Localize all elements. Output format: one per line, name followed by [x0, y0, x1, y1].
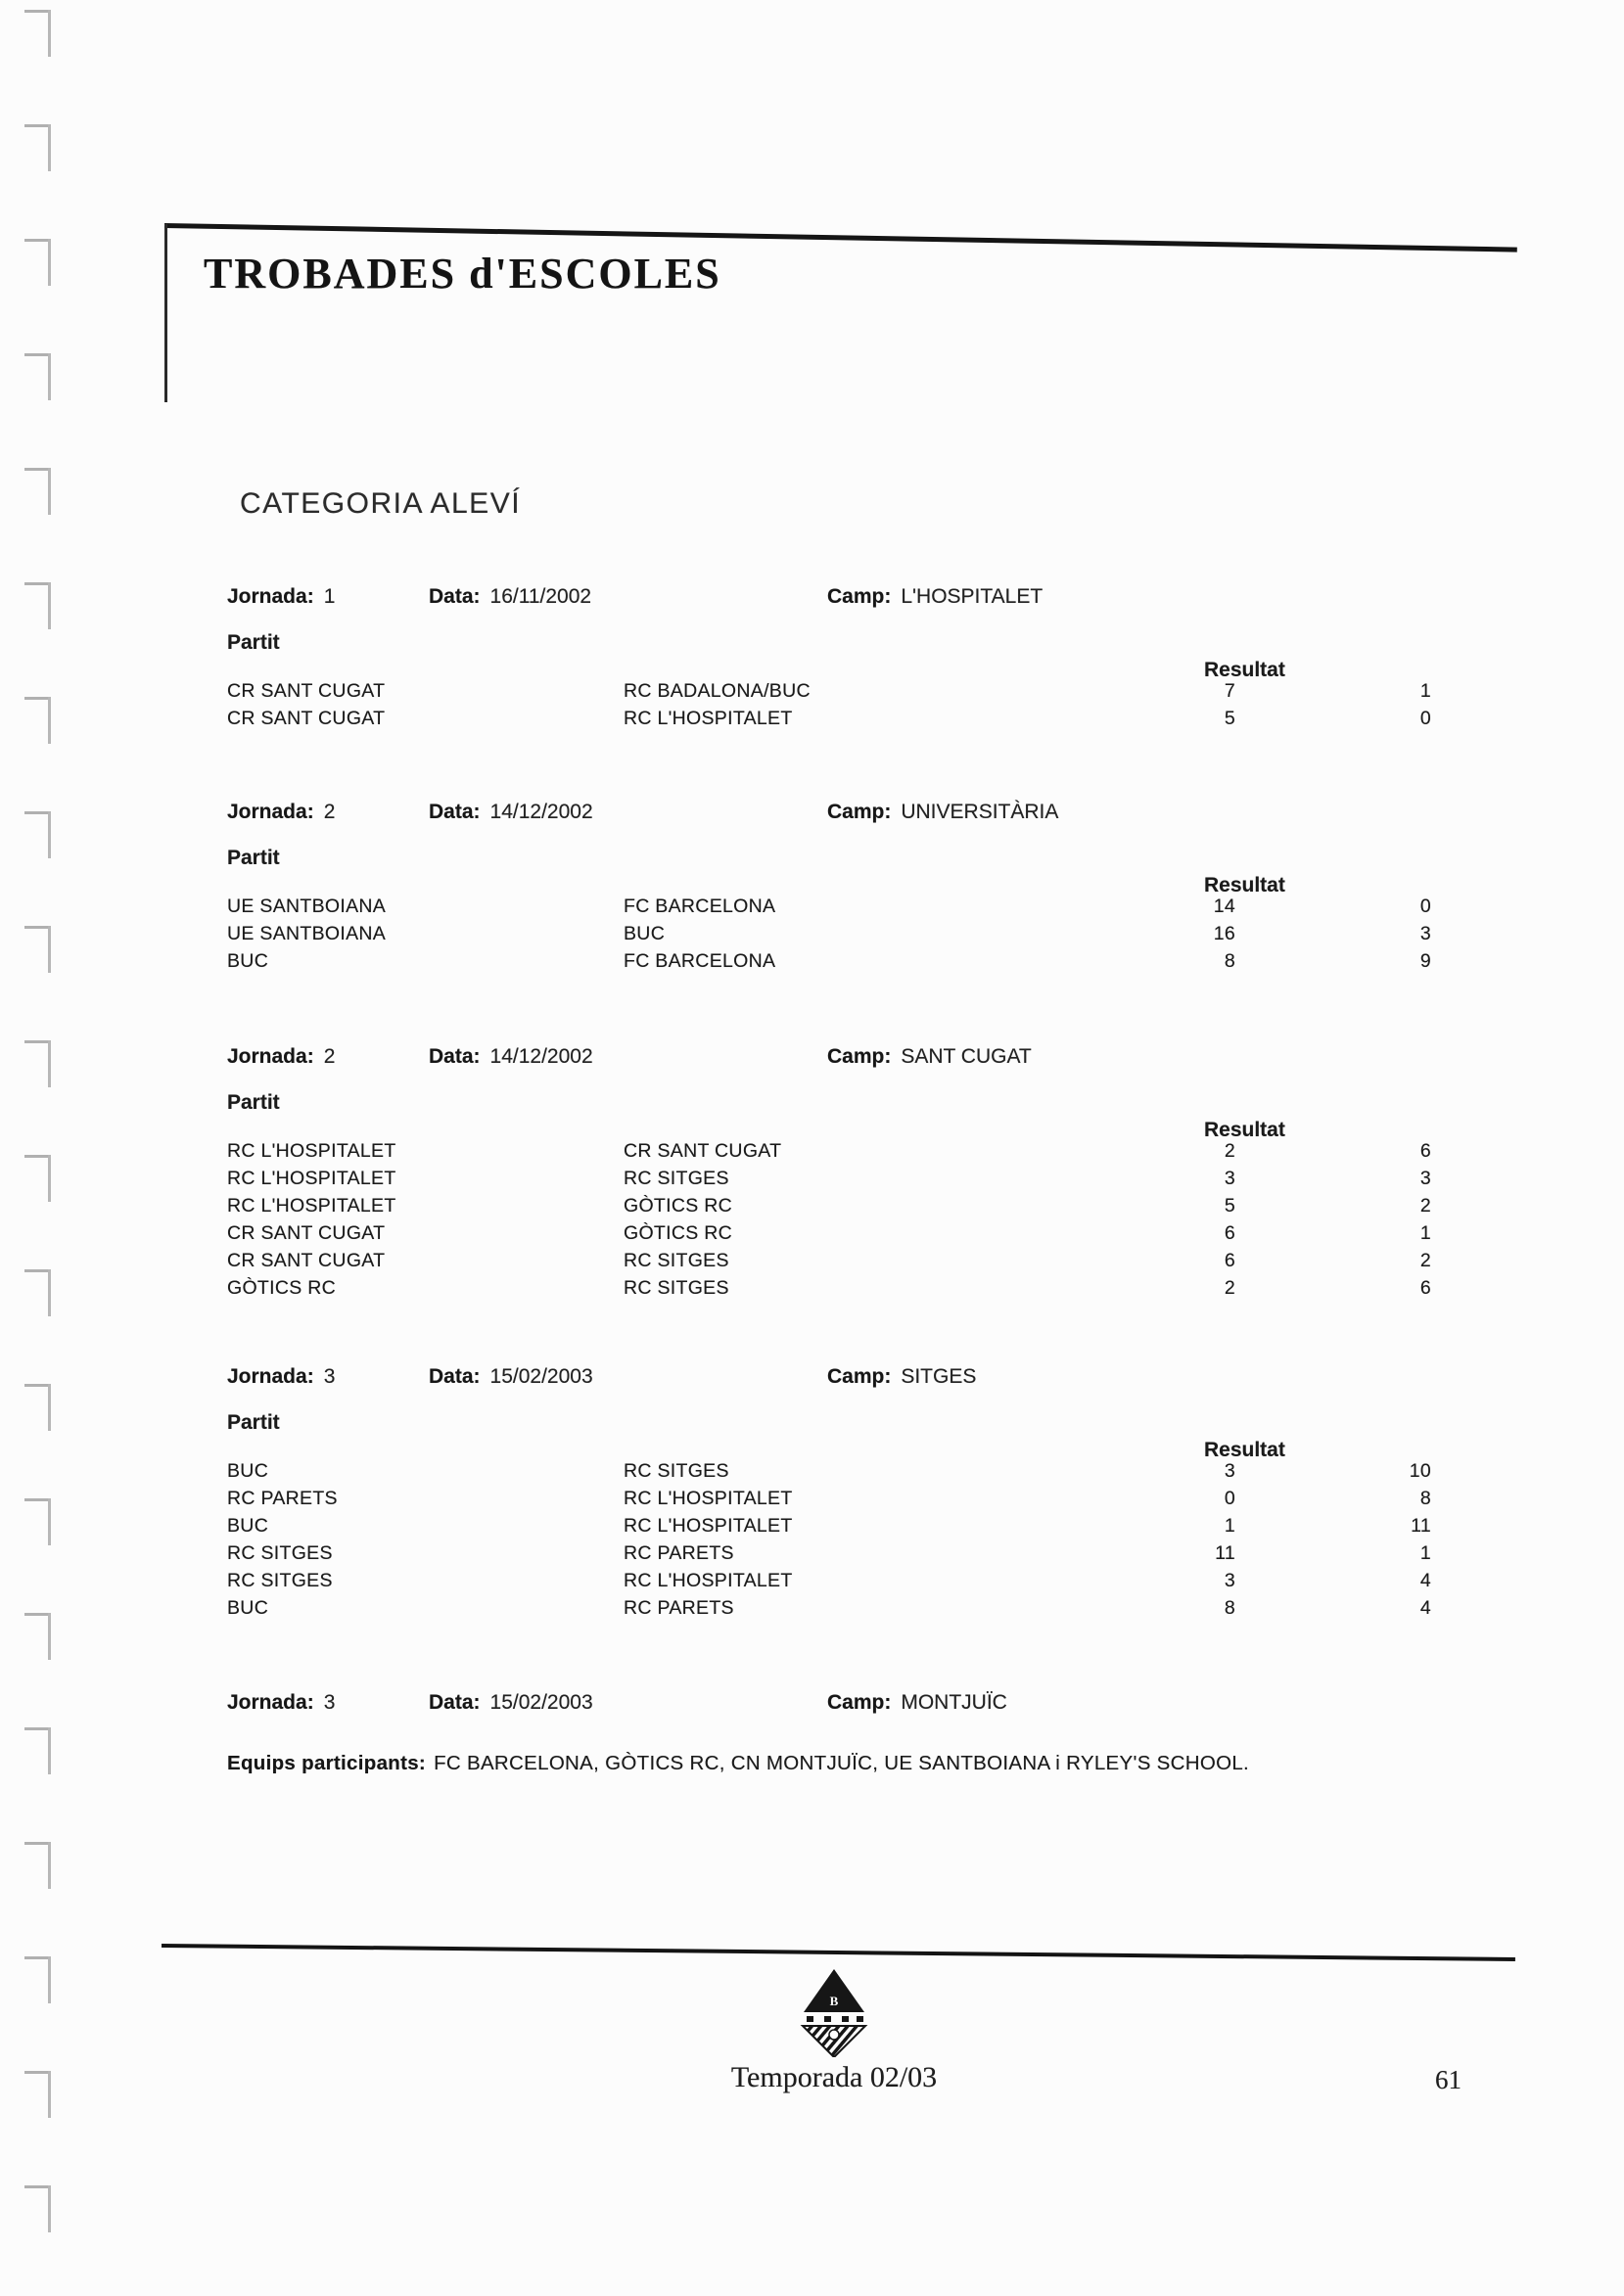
- match-row: [227, 1140, 1431, 1168]
- binding-mark: [24, 2071, 54, 2122]
- date-label: Data:: [429, 1365, 481, 1388]
- match-row: [227, 1195, 1431, 1222]
- match-row: [227, 923, 1431, 950]
- away-score: 2: [1419, 1250, 1431, 1271]
- home-team: GÒTICS RC: [227, 1277, 337, 1299]
- camp-field: [827, 1365, 976, 1389]
- date-field: [429, 801, 593, 824]
- away-team: GÒTICS RC: [624, 1222, 733, 1244]
- date-value: 14/12/2002: [489, 801, 593, 823]
- home-team: UE SANTBOIANA: [227, 923, 387, 944]
- resultat-header: Resultat: [1204, 874, 1285, 896]
- jornada-label: Jornada:: [227, 1365, 314, 1388]
- season-label: Temporada 02/03: [730, 2061, 938, 2093]
- match-row: [227, 1488, 1431, 1515]
- jornada-label: Jornada:: [227, 1045, 314, 1068]
- away-score: 3: [1419, 923, 1431, 944]
- date-label: Data:: [429, 801, 481, 823]
- home-score: 14: [1213, 895, 1235, 917]
- away-score: 1: [1419, 680, 1431, 702]
- camp-label: Camp:: [827, 1045, 892, 1068]
- home-score: 2: [1224, 1140, 1235, 1162]
- home-score: 8: [1224, 950, 1235, 972]
- home-team: BUC: [227, 950, 269, 972]
- home-team: BUC: [227, 1597, 269, 1619]
- partit-header: Partit: [227, 631, 280, 654]
- home-team: UE SANTBOIANA: [227, 895, 387, 917]
- binding-mark: [24, 124, 54, 175]
- federation-crest-icon: [795, 1969, 873, 2057]
- away-score: 4: [1419, 1597, 1431, 1619]
- home-score: 6: [1224, 1250, 1235, 1271]
- binding-mark: [24, 1498, 54, 1549]
- camp-field: [827, 1045, 1032, 1069]
- resultat-header: Resultat: [1204, 1119, 1285, 1141]
- binding-mark: [24, 697, 54, 748]
- home-team: RC SITGES: [227, 1570, 333, 1591]
- match-row: [227, 708, 1431, 735]
- jornada-value: 3: [323, 1691, 336, 1714]
- partit-header: Partit: [227, 1411, 280, 1434]
- away-score: 6: [1419, 1140, 1431, 1162]
- away-score: 10: [1409, 1460, 1431, 1482]
- home-score: 2: [1224, 1277, 1235, 1299]
- away-team: FC BARCELONA: [624, 950, 776, 972]
- match-row: [227, 1460, 1431, 1488]
- category-heading: CATEGORIA ALEVÍ: [240, 487, 522, 520]
- jornada-value: 1: [323, 585, 336, 608]
- away-team: RC SITGES: [624, 1277, 729, 1299]
- svg-text:B: B: [829, 1994, 839, 2008]
- matches-list: [227, 1460, 1431, 1625]
- home-team: BUC: [227, 1515, 269, 1537]
- away-score: 11: [1411, 1515, 1431, 1537]
- home-score: 0: [1224, 1488, 1235, 1509]
- away-score: 2: [1419, 1195, 1431, 1217]
- footer-rule: [162, 1944, 1515, 1961]
- home-team: RC PARETS: [227, 1488, 338, 1509]
- home-team: BUC: [227, 1460, 269, 1482]
- away-score: 1: [1419, 1542, 1431, 1564]
- home-team: RC SITGES: [227, 1542, 333, 1564]
- match-row: [227, 1570, 1431, 1597]
- camp-value: SANT CUGAT: [901, 1045, 1032, 1068]
- camp-value: MONTJUÏC: [901, 1691, 1007, 1714]
- home-team: CR SANT CUGAT: [227, 1250, 386, 1271]
- participants-note: [227, 1752, 1505, 1775]
- away-team: CR SANT CUGAT: [624, 1140, 782, 1162]
- date-value: 15/02/2003: [489, 1691, 593, 1714]
- binding-mark: [24, 239, 54, 290]
- jornada-field: [227, 801, 335, 824]
- page-title: TROBADES d'ESCOLES: [204, 250, 721, 298]
- away-score: 6: [1419, 1277, 1431, 1299]
- home-score: 1: [1224, 1515, 1235, 1537]
- home-team: RC L'HOSPITALET: [227, 1195, 396, 1217]
- binding-mark: [24, 10, 54, 61]
- partit-header: Partit: [227, 1091, 280, 1114]
- binding-mark: [24, 1155, 54, 1206]
- home-team: CR SANT CUGAT: [227, 1222, 386, 1244]
- jornada-value: 2: [323, 1045, 336, 1068]
- home-score: 16: [1213, 923, 1235, 944]
- jornada-label: Jornada:: [227, 585, 314, 608]
- jornada-field: [227, 1691, 335, 1715]
- partit-header: Partit: [227, 847, 280, 869]
- date-value: 14/12/2002: [489, 1045, 593, 1068]
- home-team: CR SANT CUGAT: [227, 708, 386, 729]
- jornada-field: [227, 1365, 335, 1389]
- away-team: RC SITGES: [624, 1460, 729, 1482]
- jornada-label: Jornada:: [227, 1691, 314, 1714]
- match-row: [227, 1168, 1431, 1195]
- away-team: RC SITGES: [624, 1168, 729, 1189]
- date-value: 15/02/2003: [489, 1365, 593, 1388]
- page-number: 61: [1435, 2065, 1462, 2094]
- matches-list: [227, 1140, 1431, 1305]
- camp-field: [827, 801, 1058, 824]
- away-team: RC PARETS: [624, 1542, 734, 1564]
- away-team: RC SITGES: [624, 1250, 729, 1271]
- home-score: 3: [1224, 1460, 1235, 1482]
- away-score: 9: [1419, 950, 1431, 972]
- binding-mark: [24, 926, 54, 977]
- jornada-value: 3: [323, 1365, 336, 1388]
- jornada-field: [227, 1045, 335, 1069]
- date-field: [429, 1045, 593, 1069]
- binding-mark: [24, 1727, 54, 1778]
- binding-mark: [24, 1613, 54, 1664]
- match-row: [227, 1277, 1431, 1305]
- camp-field: [827, 585, 1043, 609]
- away-score: 1: [1419, 1222, 1431, 1244]
- match-row: [227, 1515, 1431, 1542]
- home-score: 3: [1224, 1570, 1235, 1591]
- date-field: [429, 1365, 593, 1389]
- camp-label: Camp:: [827, 801, 892, 823]
- binding-mark: [24, 1842, 54, 1893]
- match-row: [227, 1597, 1431, 1625]
- home-score: 3: [1224, 1168, 1235, 1189]
- binding-mark: [24, 2185, 54, 2236]
- jornada-label: Jornada:: [227, 801, 314, 823]
- date-field: [429, 1691, 593, 1715]
- away-score: 0: [1419, 708, 1431, 729]
- home-score: 7: [1224, 680, 1235, 702]
- away-score: 3: [1419, 1168, 1431, 1189]
- camp-field: [827, 1691, 1007, 1715]
- binding-mark: [24, 582, 54, 633]
- match-row: [227, 950, 1431, 978]
- date-field: [429, 585, 591, 609]
- binding-mark: [24, 1269, 54, 1320]
- date-label: Data:: [429, 1045, 481, 1068]
- match-row: [227, 1250, 1431, 1277]
- away-team: RC L'HOSPITALET: [624, 708, 793, 729]
- home-score: 5: [1224, 1195, 1235, 1217]
- away-team: RC L'HOSPITALET: [624, 1515, 793, 1537]
- participants-list: FC BARCELONA, GÒTICS RC, CN MONTJUÏC, UE SANTBOIANA i RYLEY'S SCHOOL.: [434, 1752, 1250, 1774]
- camp-label: Camp:: [827, 1691, 892, 1714]
- resultat-header: Resultat: [1204, 659, 1285, 681]
- resultat-header: Resultat: [1204, 1439, 1285, 1461]
- title-box-left-rule: [164, 224, 167, 402]
- date-label: Data:: [429, 1691, 481, 1714]
- home-score: 6: [1224, 1222, 1235, 1244]
- home-team: RC L'HOSPITALET: [227, 1168, 396, 1189]
- match-row: [227, 1542, 1431, 1570]
- home-score: 5: [1224, 708, 1235, 729]
- camp-label: Camp:: [827, 585, 892, 608]
- away-team: RC BADALONA/BUC: [624, 680, 811, 702]
- away-team: RC L'HOSPITALET: [624, 1488, 793, 1509]
- home-team: CR SANT CUGAT: [227, 680, 386, 702]
- away-team: RC L'HOSPITALET: [624, 1570, 793, 1591]
- date-label: Data:: [429, 585, 481, 608]
- away-team: BUC: [624, 923, 666, 944]
- participants-label: Equips participants:: [227, 1752, 427, 1774]
- binding-mark: [24, 1040, 54, 1091]
- matches-list: [227, 680, 1431, 735]
- away-score: 0: [1419, 895, 1431, 917]
- away-score: 4: [1419, 1570, 1431, 1591]
- match-row: [227, 1222, 1431, 1250]
- camp-label: Camp:: [827, 1365, 892, 1388]
- binding-mark: [24, 811, 54, 862]
- binding-mark: [24, 1956, 54, 2007]
- match-row: [227, 895, 1431, 923]
- binding-mark: [24, 1384, 54, 1435]
- binding-mark: [24, 353, 54, 404]
- camp-value: SITGES: [901, 1365, 977, 1388]
- away-team: GÒTICS RC: [624, 1195, 733, 1217]
- home-score: 11: [1215, 1542, 1235, 1564]
- binding-mark: [24, 468, 54, 519]
- matches-list: [227, 895, 1431, 978]
- match-row: [227, 680, 1431, 708]
- away-score: 8: [1419, 1488, 1431, 1509]
- camp-value: L'HOSPITALET: [901, 585, 1044, 608]
- date-value: 16/11/2002: [489, 585, 592, 608]
- jornada-value: 2: [323, 801, 336, 823]
- camp-value: UNIVERSITÀRIA: [901, 801, 1059, 823]
- home-score: 8: [1224, 1597, 1235, 1619]
- away-team: FC BARCELONA: [624, 895, 776, 917]
- home-team: RC L'HOSPITALET: [227, 1140, 396, 1162]
- jornada-field: [227, 585, 335, 609]
- away-team: RC PARETS: [624, 1597, 734, 1619]
